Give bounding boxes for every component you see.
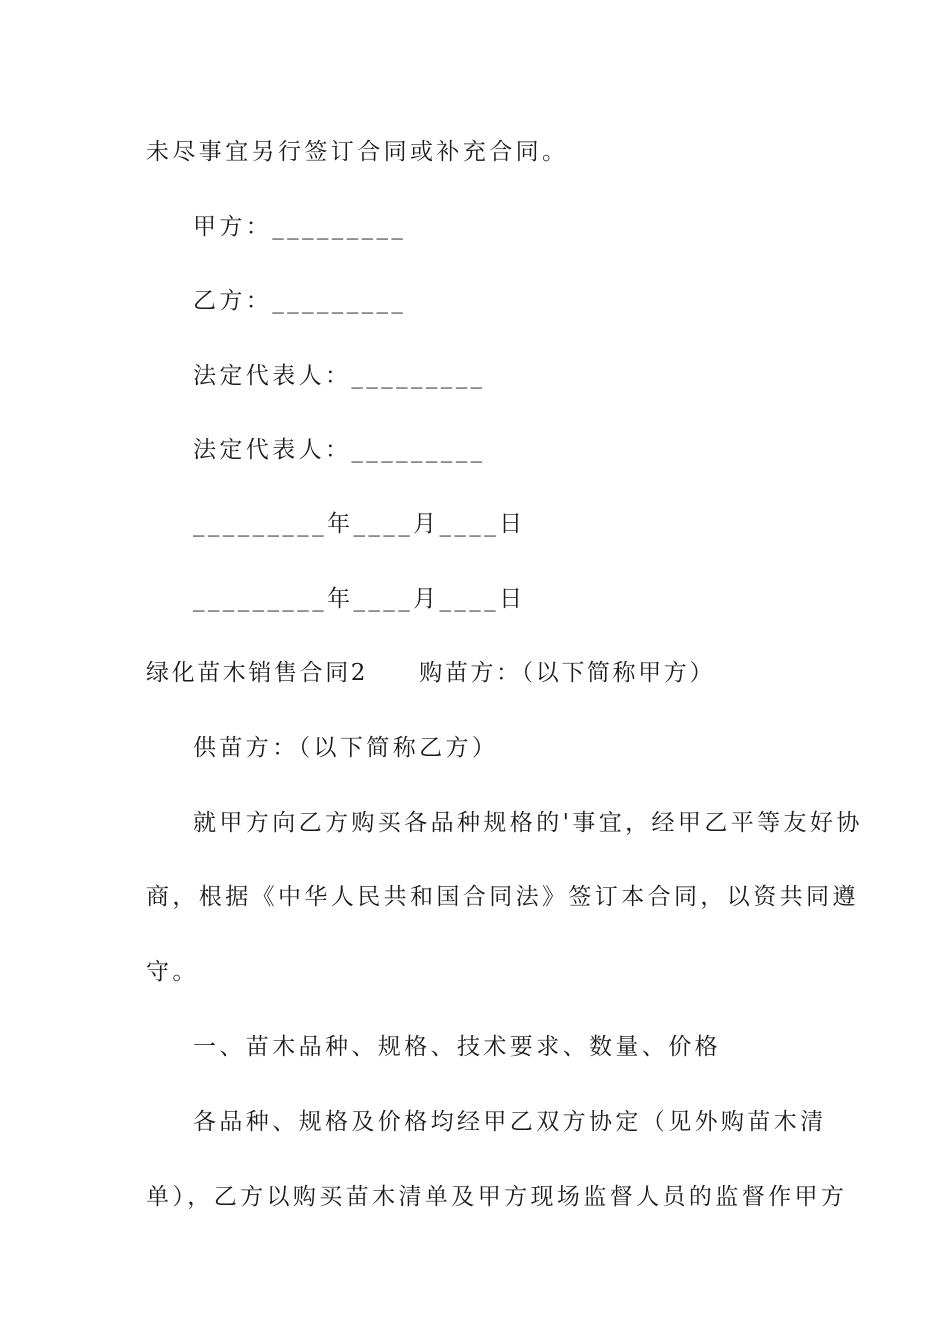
date-line-a: _________年____月____日: [193, 511, 526, 537]
legal-representative-b-line: 法定代表人：_________: [193, 437, 486, 463]
party-b-signature-line: 乙方：_________: [193, 288, 407, 314]
section-1-paragraph-line-1: 各品种、规格及价格均经甲乙双方协定（见外购苗木清: [193, 1109, 827, 1135]
section-1-paragraph-line-2: 单），乙方以购买苗木清单及甲方现场监督人员的监督作甲方: [146, 1184, 848, 1210]
section-heading-1: 一、苗木品种、规格、技术要求、数量、价格: [193, 1034, 721, 1060]
legal-representative-a-line: 法定代表人：_________: [193, 363, 486, 389]
contract-title-and-buyer: 绿化苗木销售合同2 购苗方：（以下简称甲方）: [146, 660, 715, 686]
body-paragraph-line-3: 守。: [146, 959, 199, 985]
date-line-b: _________年____月____日: [193, 586, 526, 612]
body-paragraph-line-1: 就甲方向乙方购买各品种规格的'事宜，经甲乙平等友好协: [193, 810, 863, 836]
paragraph-closing: 未尽事宜另行签订合同或补充合同。: [146, 139, 569, 165]
party-a-signature-line: 甲方：_________: [193, 214, 407, 240]
supplier-line: 供苗方：（以下简称乙方）: [193, 735, 499, 761]
body-paragraph-line-2: 商，根据《中华人民共和国合同法》签订本合同，以资共同遵: [146, 884, 859, 910]
